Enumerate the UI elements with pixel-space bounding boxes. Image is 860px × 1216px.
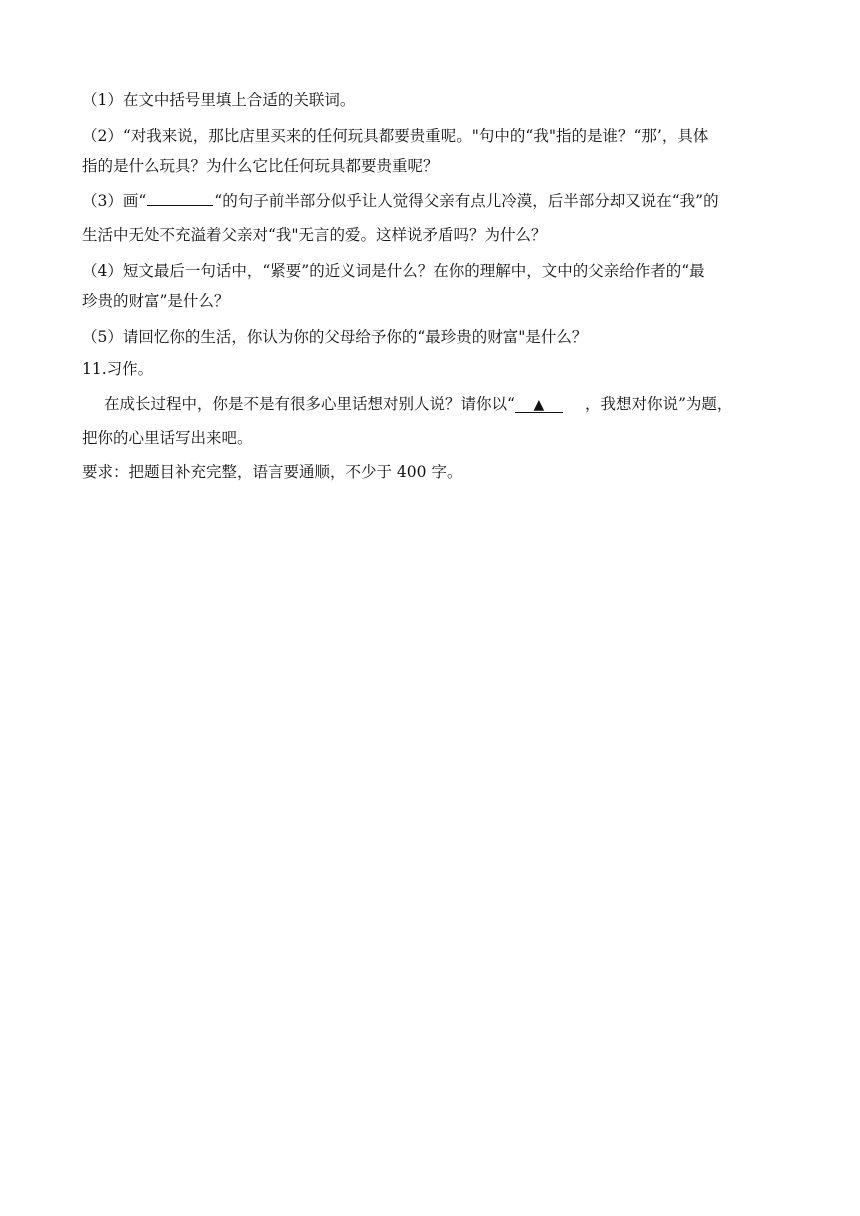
composition-prompt-prefix: 在成长过程中，你是不是有很多心里话想对别人说？请你以“ [104,395,515,413]
question-2-line-1: （2）“对我来说，那比店里买来的任何玩具都要贵重呢。"句中的“我"指的是谁？“那’，具体 [82,127,709,145]
question-3-suffix: “的句子前半部分似乎让人觉得父亲有点儿冷漠，后半部分却又说在“我”的 [214,192,719,210]
composition-prompt-line-1 [104,394,804,414]
question-3-prefix: （3）画“ [82,192,147,210]
composition-requirement: 要求：把题目补充完整，语言要通顺，不少于 400 字。 [82,463,463,481]
composition-heading: 11.习作。 [82,360,154,378]
question-3-line-1 [82,191,782,211]
question-2-line-2: 指的是什么玩具？为什么它比任何玩具都要贵重呢？ [82,157,439,175]
question-4-line-2: 珍贵的财富”是什么？ [82,292,230,310]
question-1: （1）在文中括号里填上合适的关联词。 [82,91,356,109]
title-blank-triangle: ▲ [515,398,563,413]
question-3-line-2: 生活中无处不充溢着父亲对“我"无言的爱。这样说矛盾吗？为什么？ [82,226,547,244]
question-4-line-1: （4）短文最后一句话中，“紧要”的近义词是什么？在你的理解中，文中的父亲给作者的“最 [82,262,705,280]
composition-prompt-line-2: 把你的心里话写出来吧。 [82,429,253,447]
composition-prompt-suffix: ，我想对你说”为题， [584,395,733,413]
answer-blank [147,191,213,206]
question-5: （5）请回忆你的生活，你认为你的父母给予你的“最珍贵的财富"是什么？ [82,328,588,346]
